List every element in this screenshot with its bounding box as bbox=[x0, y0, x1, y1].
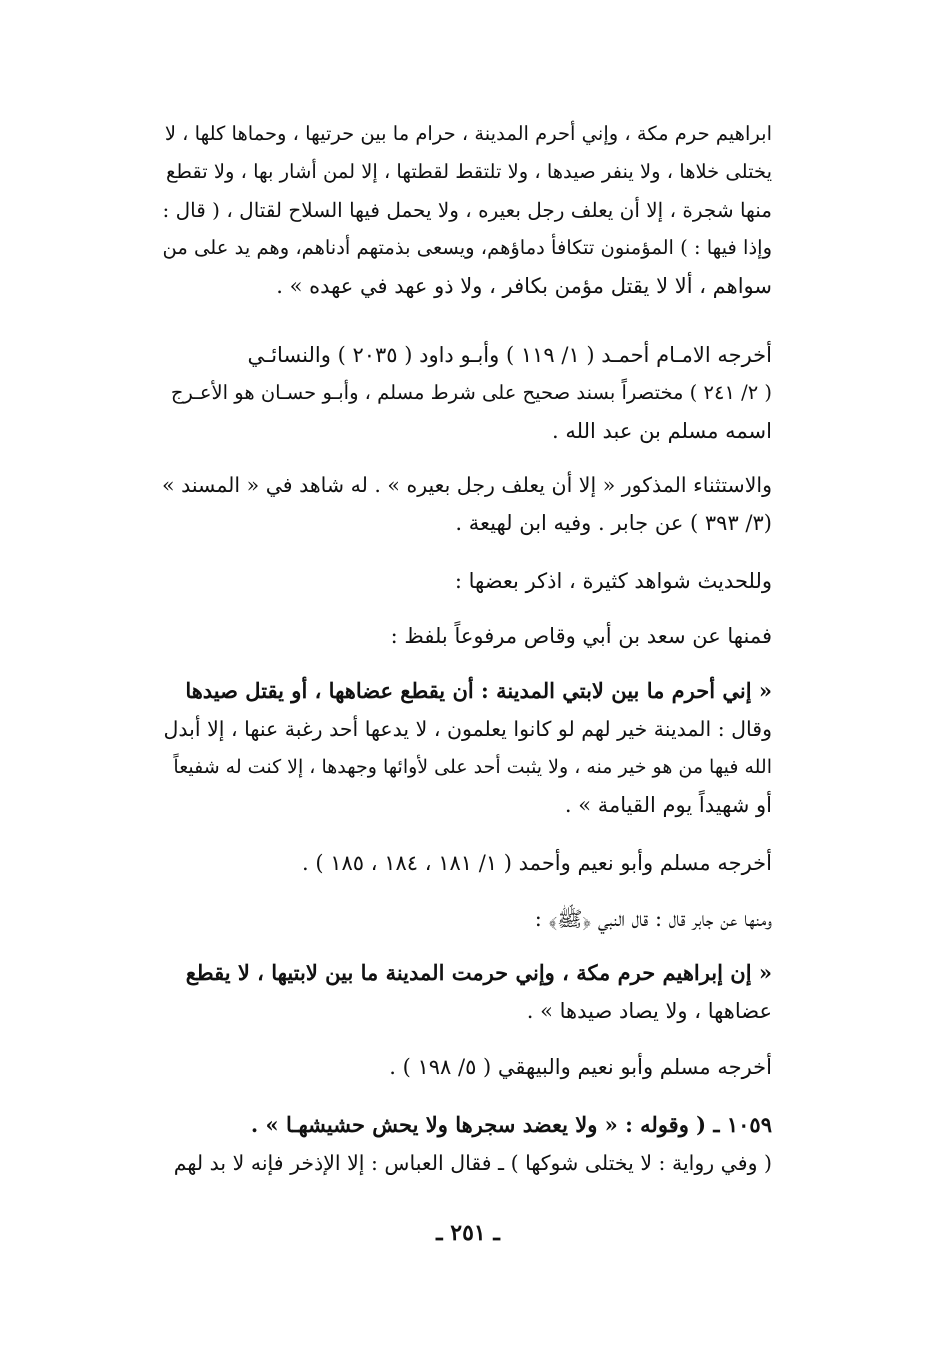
text-line: فمنها عن سعد بن أبي وقاص مرفوعاً بلفظ : bbox=[390, 624, 772, 648]
text-line: أخرجه الامـام أحمـد ( ١/ ١١٩ ) وأبـو داود ( ٢٠٣٥ ) والنسائـي bbox=[247, 343, 772, 367]
paragraph-hadith-saad bbox=[160, 672, 772, 824]
text-line: أو شهيداً يوم القيامة » . bbox=[564, 793, 772, 817]
paragraph-entry-1059 bbox=[160, 1106, 772, 1182]
text-line: وقال : المدينة خير لهم لو كانوا يعلمون ، لا يدعها أحد رغبة عنها ، إلا أبدل bbox=[163, 717, 772, 741]
text-line: أخرجه مسلم وأبو نعيم وأحمد ( ١/ ١٨١ ، ١٨٤ ، ١٨٥ ) . bbox=[302, 851, 772, 875]
paragraph-hadith-jabir bbox=[160, 954, 772, 1030]
paragraph-istithna bbox=[160, 466, 772, 542]
text-line: « إن إبراهيم حرم مكة ، وإني حرمت المدينة ما بين لابتيها ، لا يقطع bbox=[185, 960, 772, 985]
text-line: وللحديث شواهد كثيرة ، اذكر بعضها : bbox=[454, 569, 772, 593]
text-line: (٣/ ٣٩٣ ) عن جابر . وفيه ابن لهيعة . bbox=[455, 511, 772, 535]
paragraph-jabir bbox=[160, 900, 772, 938]
text-line: ومنها عن جابر قال : قال النبي ﴿ﷺ﴾ : bbox=[534, 907, 772, 931]
paragraph-takhrij-3 bbox=[160, 1048, 772, 1086]
paragraph-takhrij-2 bbox=[160, 844, 772, 882]
text-line: أخرجه مسلم وأبو نعيم والبيهقي ( ٥/ ١٩٨ ) . bbox=[389, 1055, 772, 1079]
text-line: عضاهها ، ولا يصاد صيدها » . bbox=[526, 999, 772, 1023]
text-line: يختلى خلاها ، ولا ينفر صيدها ، ولا تلتقط لقطتها ، إلا لمن أشار بها ، ولا تقطع bbox=[165, 160, 772, 183]
page-number: ـ ٢٥١ ـ bbox=[436, 1220, 500, 1246]
text-line: « إني أحرم ما بين لابتي المدينة : أن يقطع عضاهها ، أو يقتل صيدها bbox=[185, 678, 772, 703]
paragraph-takhrij-1 bbox=[160, 336, 772, 450]
text-line: سواهم ، ألا لا يقتل مؤمن بكافر ، ولا ذو عهد في عهده » . bbox=[276, 274, 772, 298]
paragraph-saad bbox=[160, 617, 772, 655]
text-line: والاستثناء المذكور « إلا أن يعلف رجل بعيره » . له شاهد في « المسند » bbox=[162, 473, 772, 497]
paragraph-hadith-continuation bbox=[160, 115, 772, 305]
text-line: ١٠٥٩ ـ ( وقوله : « ولا يعضد سجرها ولا يحش حشيشهـا » . bbox=[250, 1112, 772, 1137]
text-line: ابراهيم حرم مكة ، وإني أحرم المدينة ، حرام ما بين حرتيها ، وحماها كلها ، لا bbox=[164, 122, 772, 145]
text-line: منها شجرة ، إلا أن يعلف رجل بعيره ، ولا يحمل فيها السلاح لقتال ، ( قال : bbox=[162, 198, 772, 222]
text-line: الله فيها من هو خير منه ، ولا يثبت أحد على لأوائها وجهدها ، إلا كنت له شفيعاً bbox=[173, 756, 772, 778]
text-line: ( وفي رواية : لا يختلى شوكها ) ـ فقال العباس : إلا الإذخر فإنه لا بد لهم bbox=[173, 1151, 772, 1175]
paragraph-shawahid bbox=[160, 562, 772, 600]
text-line: اسمه مسلم بن عبد الله . bbox=[552, 419, 772, 443]
text-line: وإذا فيها : ) المؤمنون تتكافأ دماؤهم، ويسعى بذمتهم أدناهم، وهم يد على من bbox=[162, 236, 772, 259]
text-line: ( ٢/ ٢٤١ ) مختصراً بسند صحيح على شرط مسلم ، وأبـو حسـان هو الأعـرج bbox=[170, 381, 772, 404]
